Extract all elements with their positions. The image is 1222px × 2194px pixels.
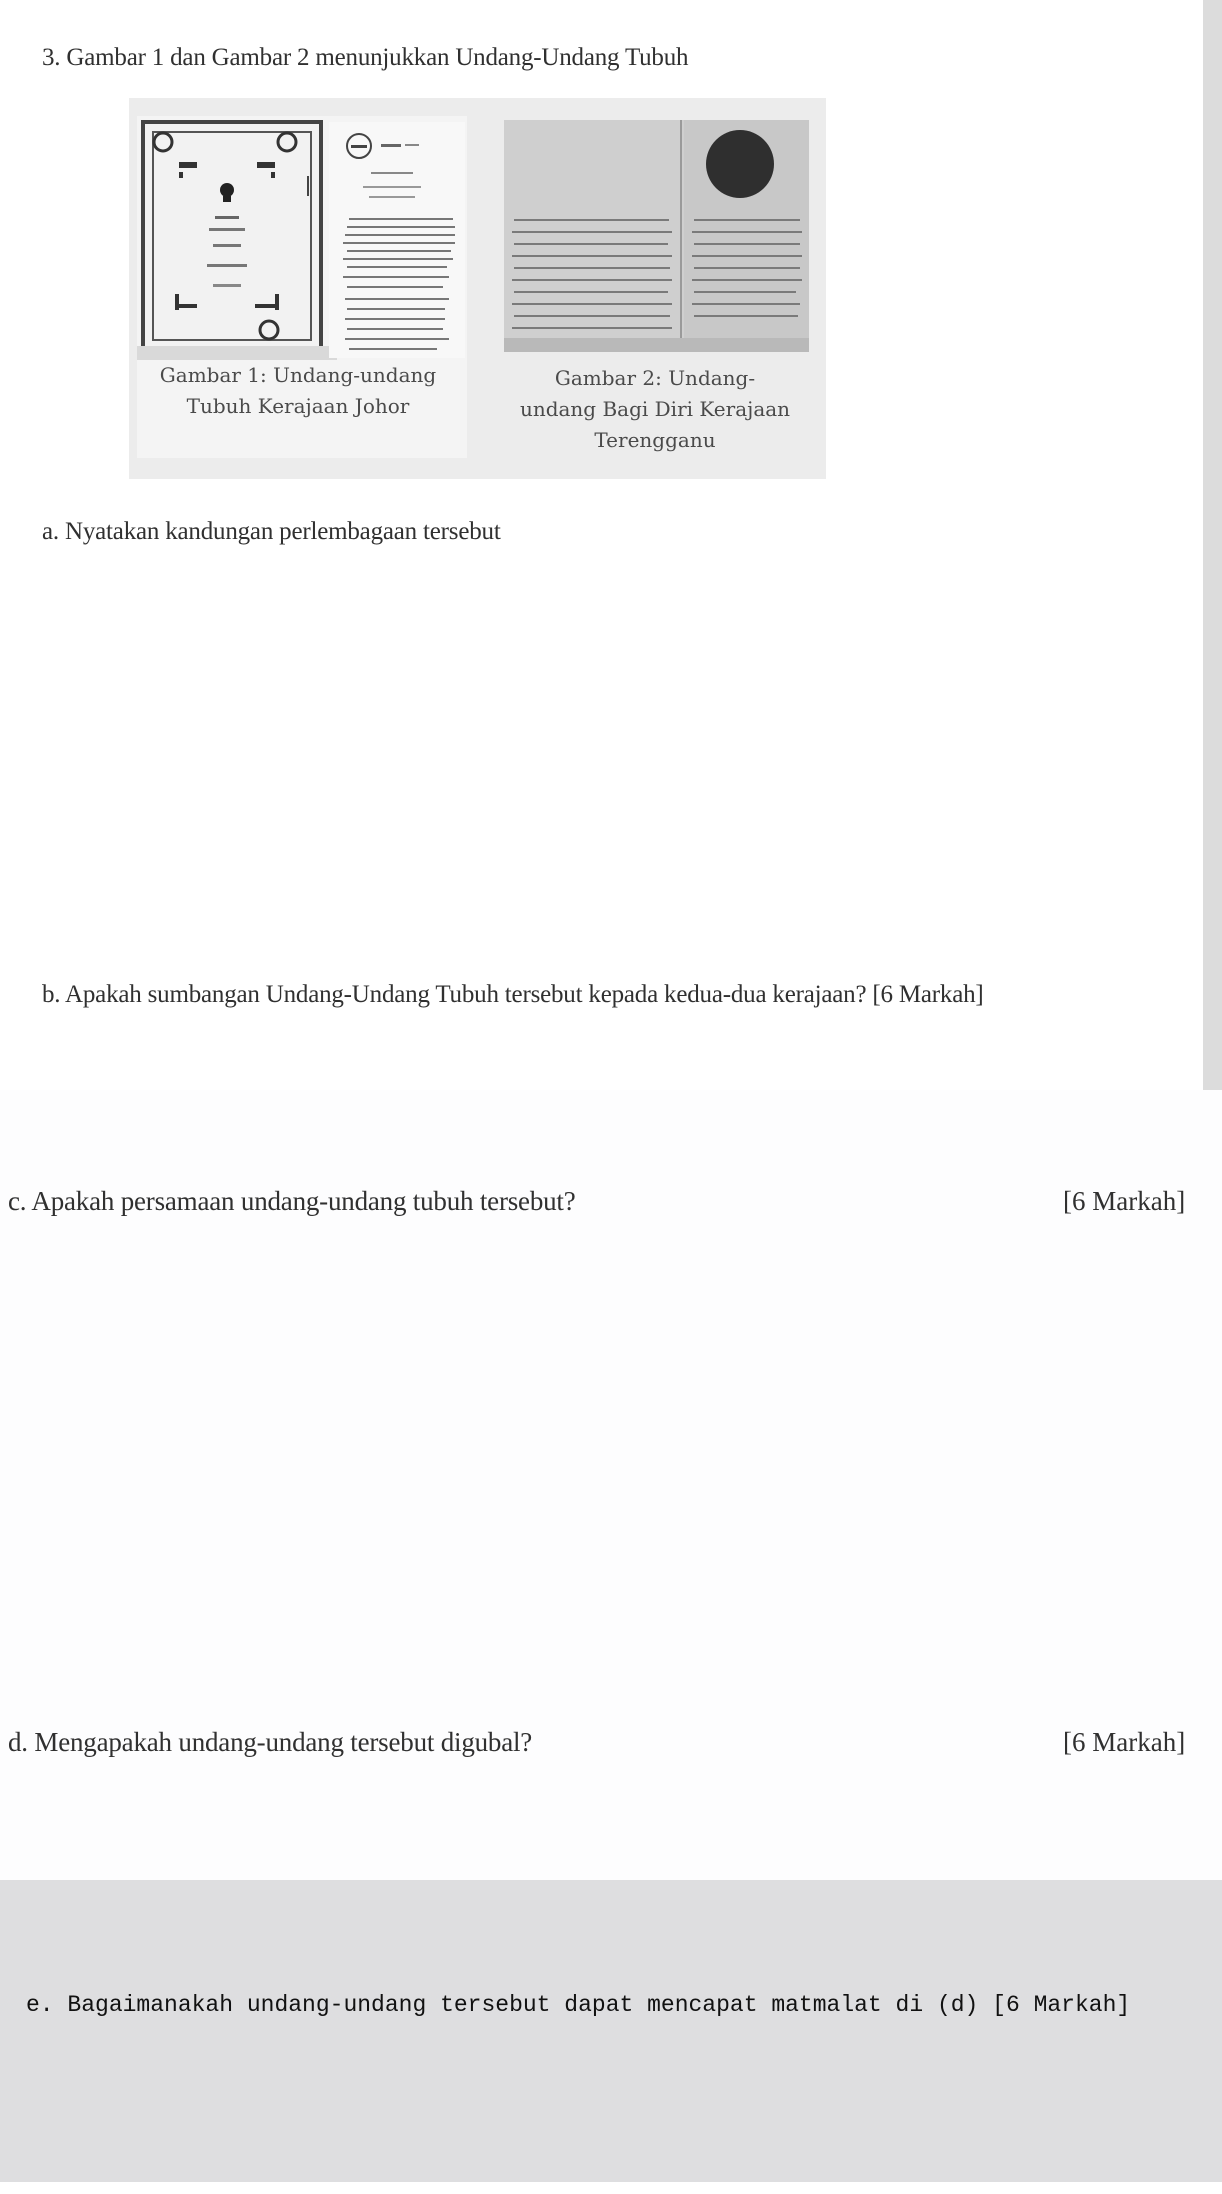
question-c-marks: [6 Markah] — [1063, 1186, 1186, 1216]
figure-1-caption-line: Tubuh Kerajaan Johor — [186, 394, 410, 418]
question-d: d. Mengapakah undang-undang tersebut digubal? — [8, 1727, 533, 1757]
figure-1-caption — [129, 360, 467, 422]
figure-2-caption-line: undang Bagi Diri Kerajaan — [519, 397, 791, 421]
question-b: b. Apakah sumbangan Undang-Undang Tubuh tersebut kepada kedua-dua kerajaan? [6 Markah] — [42, 981, 984, 1008]
question-e: e. Bagaimanakah undang-undang tersebut dapat mencapat matmalat di (d) [6 Markah] — [26, 1992, 1131, 2018]
question-c: c. Apakah persamaan undang-undang tubuh tersebut? — [8, 1186, 576, 1216]
figure-panel — [129, 98, 826, 479]
question-a: a. Nyatakan kandungan perlembagaan tersebut — [42, 518, 501, 545]
figure-2-caption — [484, 363, 826, 456]
question-d-marks: [6 Markah] — [1063, 1727, 1186, 1757]
figure-2-caption-line: Gambar 2: Undang- — [554, 366, 756, 390]
figure-2-caption-line: Terengganu — [594, 428, 716, 452]
question-e-panel — [0, 1880, 1222, 2182]
figure-1-caption-line: Gambar 1: Undang-undang — [159, 363, 437, 387]
question-heading: 3. Gambar 1 dan Gambar 2 menunjukkan Undang-Undang Tubuh — [42, 44, 689, 71]
figure-2-document-image — [504, 120, 809, 352]
scan-edge — [1203, 0, 1222, 1090]
